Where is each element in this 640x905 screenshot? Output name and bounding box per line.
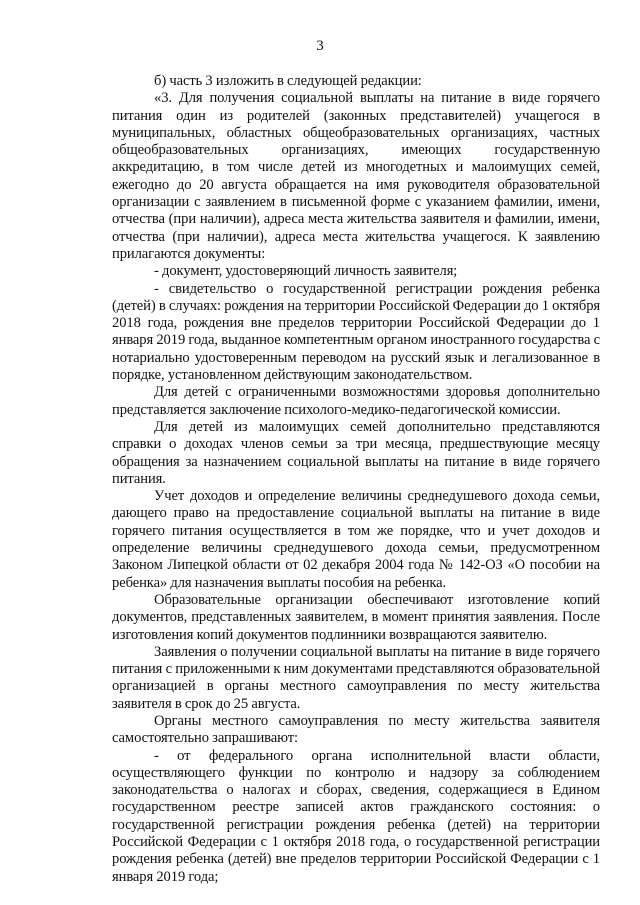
paragraph-disabled-children: Для детей с ограниченными возможностями здоровья дополнительно представляется заключение психолого-медико-педагогической комиссии. bbox=[112, 384, 600, 418]
paragraph-income-accounting: Учет доходов и определение величины среднедушевого дохода семьи, дающего право на предоставление социальной выплаты на питание в виде горячего питания осуществляется в том же порядке, что и учет доходов и определение величины среднедушевого дохода семьи, предусмотренном Законом Липецкой области от 02 декабря 2004 года № 142-ОЗ «О пособии на ребенка» для назначения выплаты пособия на ребенка. bbox=[112, 488, 600, 591]
paragraph-part-3: «3. Для получения социальной выплаты на питание в виде горячего питания один из родителей (законных представителей) учащегося в муниципальных, областных общеобразовательных организациях, частных общеобразовательных организациях, имеющих государственную аккредитацию, в том числе детей из многодетных и малоимущих семей, ежегодно до 20 августа обращается на имя руководителя образовательной организации с заявлением в письменной форме с указанием фамилии, имени, отчества (при наличии), адреса места жительства заявителя и фамилии, имени, отчества (при наличии), адреса места жительства учащегося. К заявлению прилагаются документы: bbox=[112, 90, 600, 262]
list-item-birth-certificate: - свидетельство о государственной регистрации рождения ребенка (детей) в случаях: рождения на территории Российской Федерации до 1 октября 2018 года, рождения вне пределов территории Российской Федерации до 1 января 2019 года, выданное компетентным органом иностранного государства с нотариально удостоверенным переводом на русский язык и легализованное в порядке, установленном действующим законодательством. bbox=[112, 280, 600, 384]
page-number: 3 bbox=[316, 38, 324, 54]
paragraph-amendment-intro: б) часть 3 изложить в следующей редакции: bbox=[154, 73, 422, 89]
paragraph-local-authorities-request: Органы местного самоуправления по месту жительства заявителя самостоятельно запрашивают: bbox=[112, 712, 600, 747]
paragraph-document-copies: Образовательные организации обеспечивают изготовление копий документов, представленных заявителем, в момент принятия заявления. После изготовления копий документов подлинники возвращаются заявителю. bbox=[112, 591, 600, 643]
paragraph-low-income-families: Для детей из малоимущих семей дополнительно представляются справки о доходах членов семьи за три месяца, предшествующие месяцу обращения за назначением социальной выплаты на питание в виде горячего питания. bbox=[112, 418, 600, 487]
paragraph-applications-submission: Заявления о получении социальной выплаты на питание в виде горячего питания с приложенными к ним документами представляются образовательной организацией в органы местного самоуправления по месту жительства заявителя в срок до 25 августа. bbox=[112, 643, 600, 712]
list-item-federal-authority: - от федерального органа исполнительной власти области, осуществляющего функции по контролю и надзору за соблюдением законодательства о налогах и сборах, сведения, содержащиеся в Едином государственном реестре записей актов гражданского состояния: о государственной регистрации рождения ребенка (детей) на территории Российской Федерации с 1 октября 2018 года, о государственной регистрации рождения ребенка (детей) вне пределов территории Российской Федерации с 1 января 2019 года; bbox=[112, 747, 600, 885]
list-item-identity-document: - документ, удостоверяющий личность заявителя; bbox=[154, 263, 458, 280]
document-body bbox=[112, 73, 600, 886]
